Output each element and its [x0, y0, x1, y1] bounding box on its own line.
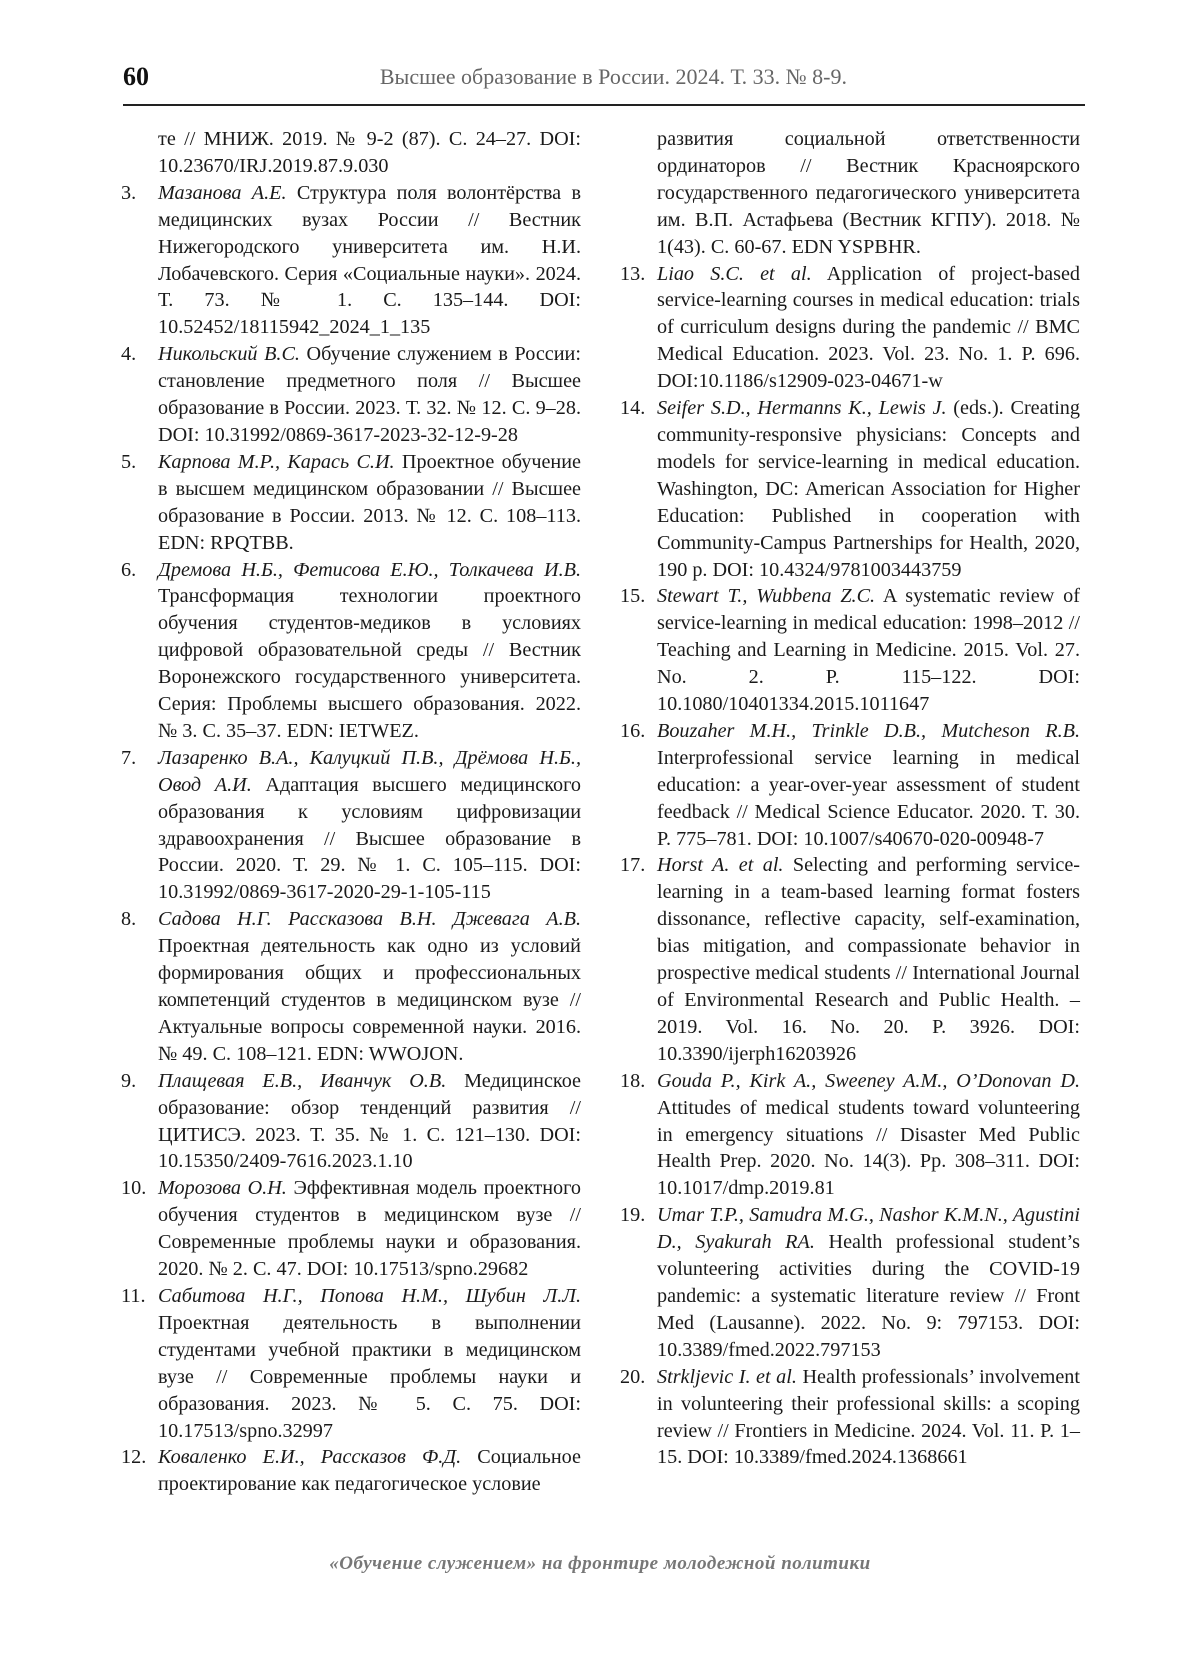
reference-authors: Gouda P., Kirk A., Sweeney A.M., O’Donovan D.: [657, 1069, 1080, 1092]
reference-continuation: [620, 126, 1080, 261]
reference-number: 11.: [121, 1284, 146, 1307]
reference-text: развития социальной ответственности ординаторов // Вестник Красноярского государственного педагогического университета им. В.П. Астафьева (Вестник КГПУ). 2018. № 1(43). С. 60-67. EDN YSPBHR.: [657, 128, 1080, 258]
reference-number: 20.: [620, 1365, 646, 1388]
reference-item: [121, 1175, 581, 1283]
reference-text: (eds.). Creating community-responsive physicians: Concepts and models for service-learning in medical education. Washington, DC: American Association for Higher Education: Published in cooperation with Community-Campus Partnerships for Health, 2020, 190 p. DOI: 10.4324/9781003443759: [657, 397, 1080, 581]
reference-text: Обучение служением в России: становление предметного поля // Высшее образование в России. 2023. Т. 32. № 12. С. 9–28. DOI: 10.31992/0869-3617-2023-32-12-9-28: [158, 343, 581, 446]
reference-number: 9.: [121, 1069, 137, 1092]
reference-authors: Карпова М.Р., Карась С.И.: [158, 450, 395, 473]
reference-text: Проектная деятельность в выполнении студентами учебной практики в медицинском вузе // Современные проблемы науки и образования. 2023. № 5. С. 75. DOI: 10.17513/spno.32997: [158, 1311, 581, 1442]
reference-number: 18.: [620, 1069, 646, 1092]
reference-authors: Strkljevic I. et al.: [657, 1365, 797, 1388]
reference-authors: Плащевая Е.В., Иванчук О.В.: [158, 1069, 447, 1092]
reference-item: [121, 1283, 581, 1444]
reference-text: Адаптация высшего медицинского образования к условиям цифровизации здравоохранения // Высшее образование в России. 2020. Т. 29. № 1. С. 105–115. DOI: 10.31992/0869-3617-2020-29-1-105-115: [158, 773, 581, 904]
reference-authors: Umar T.P., Samudra M.G., Nashor K.M.N., Agustini D., Syakurah RA.: [657, 1204, 1080, 1254]
reference-number: 19.: [620, 1204, 646, 1227]
reference-text: Attitudes of medical students toward volunteering in emergency situations // Disaster Med Public Health Prep. 2020. No. 14(3). Pp. 308–311. DOI: 10.1017/dmp.2019.81: [657, 1096, 1080, 1200]
reference-text: Эффективная модель проектного обучения студентов в медицинском вузе // Современные проблемы науки и образования. 2020. № 2. С. 47. DOI: 10.17513/spno.29682: [158, 1177, 581, 1281]
page-footer: «Обучение служением» на фронтире молодежной политики: [329, 1553, 871, 1574]
reference-authors: Seifer S.D., Hermanns K., Lewis J.: [657, 397, 947, 420]
reference-text: Медицинское образование: обзор тенденций развития // ЦИТИСЭ. 2023. Т. 35. № 1. С. 121–130. DOI: 10.15350/2409-7616.2023.1.10: [158, 1069, 582, 1173]
reference-authors: Никольский В.С.: [158, 343, 300, 366]
reference-item: [121, 1444, 581, 1498]
reference-authors: Садова Н.Г. Рассказова В.Н. Джевага А.В.: [158, 908, 581, 931]
page-header: [123, 56, 1085, 106]
reference-text: Структура поля волонтёрства в медицинских вузах России // Вестник Нижегородского университета им. Н.И. Лобачевского. Серия «Социальные науки». 2024. Т. 73. № 1. С. 135–144. DOI: 10.52452/18115942_2024_1_135: [158, 181, 581, 339]
reference-item: [620, 261, 1080, 396]
reference-number: 10.: [121, 1177, 147, 1200]
reference-authors: Horst A. et al.: [657, 854, 784, 877]
reference-number: 13.: [620, 262, 646, 285]
reference-number: 7.: [121, 746, 137, 769]
reference-number: 3.: [121, 181, 137, 204]
reference-authors: Liao S.C. et al.: [657, 262, 812, 285]
reference-item: [620, 1364, 1080, 1472]
reference-item: [620, 718, 1080, 853]
reference-number: 4.: [121, 343, 137, 366]
page-number: 60: [123, 62, 149, 91]
reference-number: 12.: [121, 1446, 147, 1469]
reference-text: Проектное обучение в высшем медицинском образовании // Высшее образование в России. 2013. № 12. С. 108–113. EDN: RPQTBB.: [158, 450, 581, 554]
reference-text: те // МНИЖ. 2019. № 9-2 (87). С. 24–27. DOI: 10.23670/IRJ.2019.87.9.030: [158, 128, 581, 177]
reference-number: 16.: [620, 719, 646, 742]
journal-title: Высшее образование в России. 2024. Т. 33. № 8-9.: [379, 64, 847, 89]
reference-continuation: [121, 126, 581, 180]
reference-text: Health professional student’s volunteering activities during the COVID-19 pandemic: a systematic literature review // Front Med (Lausanne). 2022. No. 9: 797153. DOI: 10.3389/fmed.2022.797153: [657, 1231, 1080, 1361]
reference-item: [620, 395, 1080, 583]
reference-item: [620, 852, 1080, 1067]
reference-item: [121, 341, 581, 449]
reference-number: 15.: [620, 585, 646, 608]
right-column: [620, 126, 1080, 1471]
reference-number: 14.: [620, 397, 646, 420]
reference-number: 8.: [121, 908, 137, 931]
reference-authors: Сабитова Н.Г., Попова Н.М., Шубин Л.Л.: [158, 1284, 581, 1307]
reference-number: 17.: [620, 854, 646, 877]
reference-text: Interprofessional service learning in medical education: a year-over-year assessment of student feedback // Medical Science Educator. 2020. T. 30. P. 775–781. DOI: 10.1007/s40670-020-00948-7: [657, 746, 1080, 850]
reference-item: [121, 1068, 581, 1176]
reference-text: Health professionals’ involvement in volunteering their professional skills: a scoping review // Frontiers in Medicine. 2024. Vol. 11. P. 1–15. DOI: 10.3389/fmed.2024.1368661: [657, 1365, 1080, 1469]
reference-text: Проектная деятельность как одно из условий формирования общих и профессиональных компетенций студентов в медицинском вузе // Актуальные вопросы современной науки. 2016. № 49. С. 108–121. EDN: WWOJON.: [158, 935, 581, 1065]
reference-authors: Bouzaher M.H., Trinkle D.B., Mutcheson R.B.: [657, 719, 1080, 742]
reference-authors: Морозова О.Н.: [158, 1177, 287, 1200]
reference-authors: Stewart T., Wubbena Z.C.: [657, 585, 876, 608]
reference-item: [121, 745, 581, 906]
reference-item: [121, 449, 581, 557]
reference-authors: Коваленко Е.И., Рассказов Ф.Д.: [158, 1446, 462, 1469]
reference-authors: Лазаренко В.А., Калуцкий П.В., Дрёмова Н.Б., Овод А.И.: [158, 746, 581, 796]
reference-item: [121, 906, 581, 1067]
reference-item: [620, 1068, 1080, 1203]
reference-authors: Мазанова А.Е.: [158, 181, 287, 204]
reference-text: Трансформация технологии проектного обучения студентов-медиков в условиях цифровой образовательной среды // Вестник Воронежского государственного университета. Серия: Проблемы высшего образования. 2022. № 3. С. 35–37. EDN: IETWEZ.: [158, 585, 581, 742]
reference-item: [121, 557, 581, 745]
reference-item: [121, 180, 581, 341]
left-column: [121, 126, 581, 1498]
reference-item: [620, 583, 1080, 718]
reference-text: Selecting and performing service-learning in a team-based learning format fosters dissonance, reflective capacity, self-examination, bias mitigation, and compassionate behavior in prospective medical students // International Journal of Environmental Research and Public Health. – 2019. Vol. 16. No. 20. P. 3926. DOI: 10.3390/ijerph16203926: [657, 854, 1080, 1065]
reference-authors: Дремова Н.Б., Фетисова Е.Ю., Толкачева И.В.: [158, 558, 581, 581]
reference-text: A systematic review of service-learning in medical education: 1998–2012 // Teaching and Learning in Medicine. 2015. Vol. 27. No. 2. P. 115–122. DOI: 10.1080/10401334.2015.1011647: [657, 585, 1080, 716]
reference-number: 5.: [121, 450, 137, 473]
reference-item: [620, 1202, 1080, 1363]
reference-text: Application of project-based service-learning courses in medical education: trials of curriculum designs during the pandemic // BMC Medical Education. 2023. Vol. 23. No. 1. P. 696. DOI:10.1186/s12909-023-04671-w: [657, 262, 1080, 393]
reference-text: Социальное проектирование как педагогическое условие: [158, 1446, 581, 1496]
reference-number: 6.: [121, 558, 137, 581]
